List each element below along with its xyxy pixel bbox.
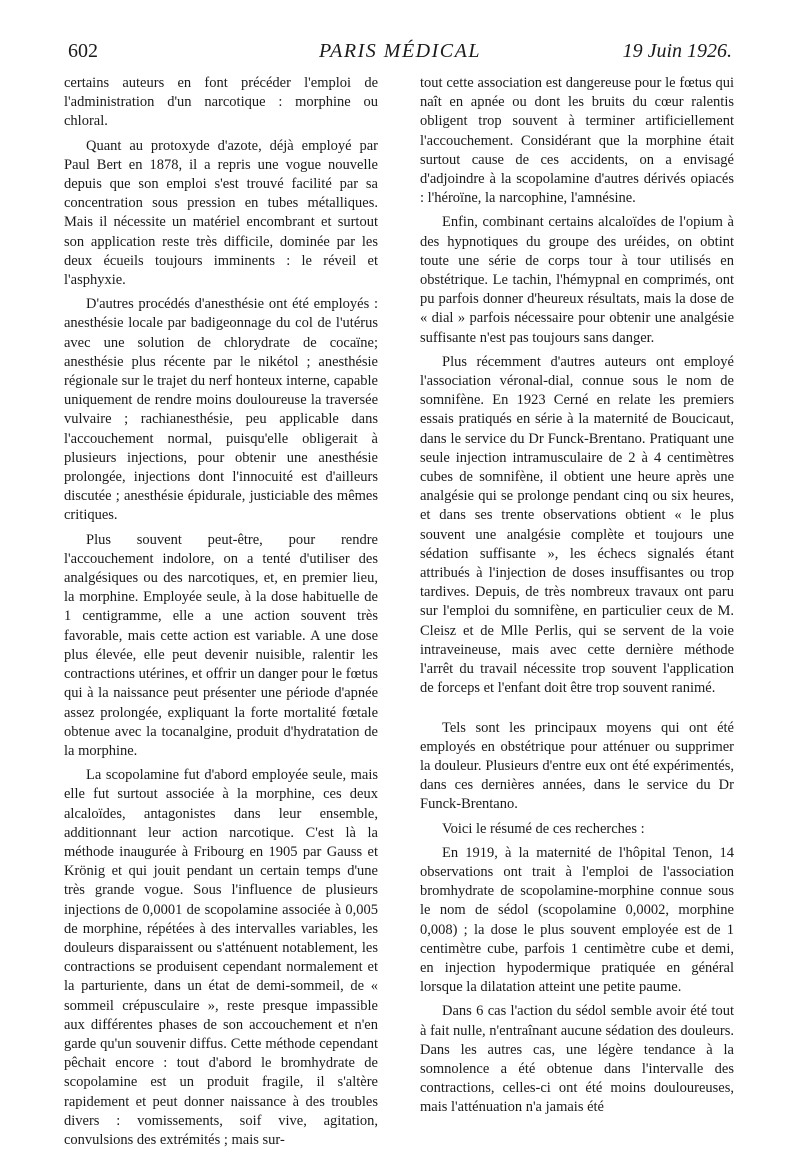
page-header — [68, 40, 732, 70]
page-number: 602 — [68, 40, 98, 62]
paragraph: La scopolamine fut d'abord employée seule, mais elle fut surtout associée à la morphine, ces deux alcaloïdes, antagonistes dans leur ensemble, additionnant leur action narcotique. C'est là la méthode inaugurée à Fribourg en 1905 par Gauss et Krönig et qui jouit pendant un certain temps d'une très grande vogue. Sous l'influence de plusieurs injections de 0,0001 de scopolamine associée à 0,005 de morphine, répétées à des intervalles variables, les douleurs disparaissent ou s'atténuent notablement, les contractions se produisent cependant normalement et la parturiente, dans un état de demi-sommeil, de « sommeil crépusculaire », reste presque impassible aux différentes phases de son accouchement et n'en garde qu'un souvenir diffus. Cette méthode cependant pêchait encore : tout d'abord le bromhydrate de scopolamine est un produit fragile, il s'altère rapidement et peut donner naissance à des troubles divers : vomissements, soif vive, agitation, convulsions des extrémités ; mais sur- — [64, 767, 378, 1148]
paragraph: Quant au protoxyde d'azote, déjà employé par Paul Bert en 1878, il a repris une vogue nouvelle depuis que son emploi s'est trouvé facilité par sa concentration sous pression en tubes métalliques. Mais il nécessite un matériel encombrant et surtout son application reste très difficile, dominée par les deux écueils toujours imminents : le réveil et l'asphyxie. — [64, 137, 378, 289]
paragraph: Plus récemment d'autres auteurs ont employé l'association véronal-dial, connue sous le nom de somnifène. En 1923 Cerné en relate les premiers essais pratiqués en série à la maternité de Boucicaut, dans le service du Dr Funck-Brentano. Pratiquant une seule injection intramusculaire de 2 à 4 centimètres cubes de somnifène, il obtient une heure après une analgésie qui se prolonge pendant cinq ou six heures, et dans ses trente observations obtient « le plus souvent une analgésie complète et toujours une sédation suffisante », les échecs signalés étant attribués à l'injection de doses insuffisantes ou trop tardives. Depuis, de très nombreux travaux ont paru sur l'emploi du somnifène, en particulier ceux de M. Cleisz et de Mlle Perlis, qui se servent de la voie intraveineuse, mais avec cette dernière méthode l'arrêt du travail nécessite trop souvent l'application de forceps et l'enfant doit être trop souvent ranimé. — [420, 353, 734, 697]
issue-date: 19 Juin 1926. — [622, 40, 732, 62]
paragraph: Enfin, combinant certains alcaloïdes de l'opium à des hypnotiques du groupe des uréides, on obtint toute une série de corps tour à tour utilisés en obstétrique. Le tachin, l'hémypnal en comprimés, ont pu parfois donner d'heureux résultats, mais la dose de « dial » parfois nécessaire pour obtenir une analgésie suffisante n'est pas toujours sans danger. — [420, 214, 734, 346]
paragraph: Plus souvent peut-être, pour rendre l'accouchement indolore, on a tenté d'utiliser des analgésiques ou des narcotiques, et, en premier lieu, la morphine. Employée seule, à la dose habituelle de 1 centigramme, elle a une action souvent très favorable, mais cette action est variable. A une dose plus élevée, elle peut devenir nuisible, ralentir les contractions utérines, et offrir un danger pour le fœtus qui à la naissance peut présenter une période d'apnée assez prolongée, expliquant la forte mortalité fœtale obtenue avec la tocanalgine, produit d'hydratation de la morphine. — [64, 531, 378, 759]
paragraph: En 1919, à la maternité de l'hôpital Tenon, 14 observations ont trait à l'emploi de l'association bromhydrate de scopolamine-morphine connue sous le nom de sédol (scopolamine 0,0002, morphine 0,008) ; la dose le plus souvent employée est de 1 centimètre cube, parfois 1 centimètre cube et demi, en injection hypodermique pratiquée en général lorsque la dilatation atteint une petite paume. — [420, 844, 734, 996]
journal-title: PARIS MÉDICAL — [319, 40, 481, 62]
paragraph: tout cette association est dangereuse pour le fœtus qui naît en apnée ou dont les bruits du cœur ralentis obligent trop souvent à terminer artificiellement l'accouchement. Considérant que la morphine était surtout cause de ces accidents, on a envisagé d'adjoindre à la scopolamine d'autres dérivés opiacés : l'héroïne, la narcophine, l'amnésine. — [420, 75, 734, 207]
paragraph: Dans 6 cas l'action du sédol semble avoir été tout à fait nulle, n'entraînant aucune sédation des douleurs. Dans les autres cas, une légère tendance à la somnolence a été obtenue dans l'intervalle des contractions, celles-ci ont été moins douloureuses, mais l'atténuation n'a jamais été — [420, 1003, 734, 1116]
right-column — [420, 74, 734, 1123]
paragraph: Tels sont les principaux moyens qui ont été employés en obstétrique pour atténuer ou supprimer la douleur. Plusieurs d'entre eux ont été expérimentés, dans ces dernières années, dans le service du Dr Funck-Brentano. — [420, 719, 734, 813]
paragraph: D'autres procédés d'anesthésie ont été employés : anesthésie locale par badigeonnage du col de l'utérus avec une solution de chlorydrate de cocaïne; anesthésie plus récente par le nikétol ; anesthésie régionale sur le trajet du nerf honteux interne, capable uniquement de rendre moins douloureuse la traversée vulvaire ; rachianesthésie, peu applicable dans l'accouchement normal, puisqu'elle obligerait à plusieurs injections, pour obtenir une anesthésie prolongée, injections dont l'innocuité est d'ailleurs discutée ; anesthésie épidurale, justiciable des mêmes critiques. — [64, 296, 378, 524]
left-column — [64, 74, 378, 1155]
paragraph: certains auteurs en font précéder l'emploi de l'administration d'un narcotique : morphine ou chloral. — [64, 75, 378, 130]
paragraph: Voici le résumé de ces recherches : — [442, 820, 645, 837]
